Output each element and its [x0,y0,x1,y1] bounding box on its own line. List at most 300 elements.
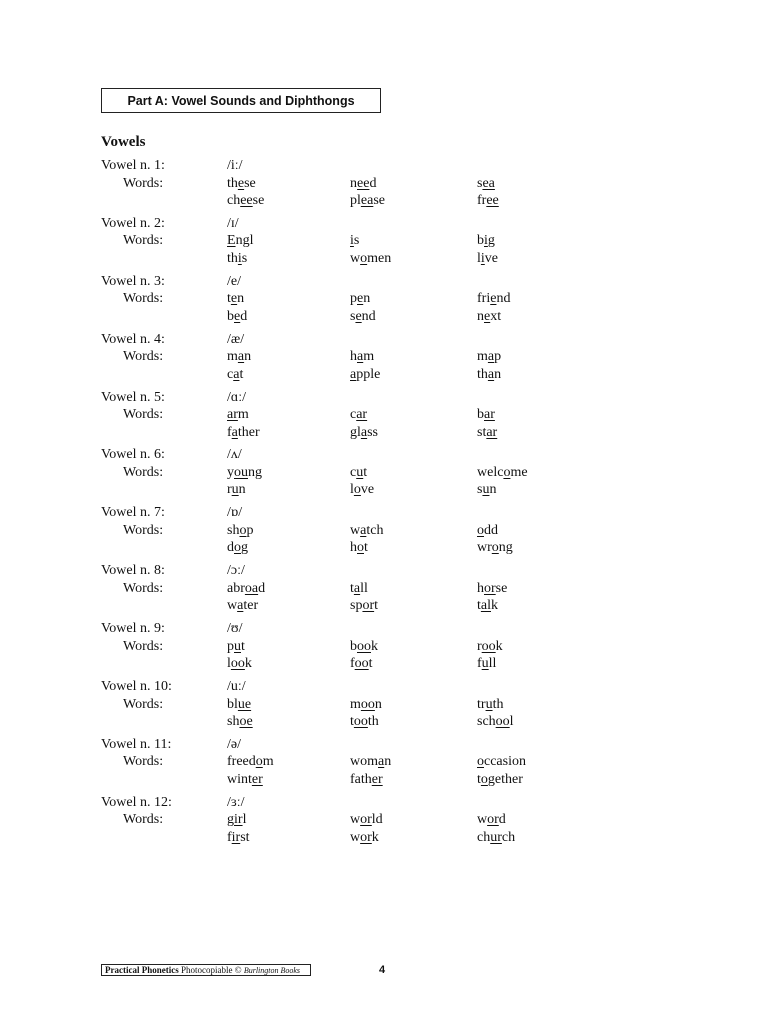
word-suffix: d [498,812,506,828]
example-word [227,713,253,731]
example-word [477,638,503,656]
word-vowel-underlined: a [487,349,495,365]
example-word [477,250,498,268]
example-word [477,175,495,193]
word-vowel-underlined: a [350,366,357,382]
example-word [227,696,251,714]
word-vowel-underlined: o [477,754,484,770]
example-word [227,464,262,482]
example-word [477,771,523,789]
vowel-label: Vowel n. 9: [101,621,165,637]
word-vowel-underlined: e [484,308,491,324]
word-vowel-underlined: al [480,598,491,614]
example-word [227,290,244,308]
word-suffix: ng [498,540,513,556]
example-word [477,580,507,598]
vowel-symbol: /ʌ/ [227,447,242,463]
vowel-entry [101,273,661,331]
example-word [477,464,528,482]
example-word [477,522,498,540]
words-label: Words: [123,233,164,249]
word-suffix: ll [360,580,368,596]
example-word [477,366,501,384]
word-suffix: ss [367,424,379,440]
word-suffix: p [494,349,502,365]
word-prefix: b [477,233,484,249]
example-word [227,192,264,210]
word-suffix: t [241,638,245,654]
words-label: Words: [123,407,164,423]
word-suffix: m [363,349,375,365]
word-suffix: ther [237,424,260,440]
word-vowel-underlined: u [356,464,364,480]
word-vowel-underlined: ee [240,193,253,208]
word-vowel-underlined: e [355,308,362,324]
word-suffix: th [492,696,504,712]
vowel-entry [101,678,661,736]
word-prefix: w [477,812,488,828]
word-vowel-underlined: o [357,540,364,556]
example-word [477,753,526,771]
word-vowel-underlined: e [230,291,238,307]
word-vowel-underlined: ea [482,175,495,191]
word-vowel-underlined: o [239,522,247,538]
vowel-symbol: /ə/ [227,736,241,752]
vowel-label: Vowel n. 10: [101,679,172,695]
word-prefix: wr [477,540,492,556]
word-prefix: welc [477,464,504,480]
vowel-symbol: /e/ [227,273,241,289]
word-vowel-underlined: ee [486,193,499,208]
example-word [477,696,503,714]
word-vowel-underlined: a [353,580,361,596]
example-word [227,753,274,771]
example-word [477,539,513,557]
word-suffix: n [494,366,502,382]
word-prefix: s [350,308,356,324]
word-prefix: th [477,366,488,382]
word-vowel-underlined: oo [230,656,245,672]
vowel-symbol: /ɑː/ [227,389,246,405]
word-vowel-underlined: u [482,482,490,498]
words-label: Words: [123,812,164,828]
word-prefix: b [227,308,234,324]
example-word [350,366,380,384]
vowel-symbol: /ɒ/ [227,505,243,521]
vowel-label: Vowel n. 4: [101,331,165,347]
word-vowel-underlined: e [357,291,364,307]
word-prefix: l [227,656,231,672]
vowel-label: Vowel n. 8: [101,563,165,579]
example-word [350,771,383,789]
word-vowel-underlined: or [360,829,372,845]
example-word [477,481,496,499]
word-prefix: t [477,598,481,614]
example-word [350,175,376,193]
vowel-entry [101,215,661,273]
word-prefix: p [350,291,357,307]
example-word [227,481,246,499]
word-suffix: n [489,482,497,498]
example-word [350,481,374,499]
word-suffix: nd [496,291,511,307]
vowel-entry [101,620,661,678]
word-prefix: sp [350,598,363,614]
word-suffix: ve [484,250,498,266]
example-word [477,597,498,615]
word-vowel-underlined: ue [237,696,252,712]
word-vowel-underlined: or [484,580,496,596]
word-prefix: wom [350,754,378,770]
word-prefix: h [350,349,357,365]
example-word [227,348,251,366]
word-suffix: t [239,366,244,382]
word-vowel-underlined: i [484,233,488,249]
example-word [227,811,246,829]
word-suffix: se [252,193,265,208]
word-prefix: sh [227,522,240,538]
word-vowel-underlined: er [251,771,263,787]
vowel-label: Vowel n. 2: [101,215,165,231]
word-vowel-underlined: ee [357,175,370,191]
word-vowel-underlined: oa [244,580,259,596]
words-label: Words: [123,754,164,770]
word-prefix: f [350,656,355,672]
word-suffix: n [238,482,246,498]
word-vowel-underlined: u [485,696,493,712]
word-vowel-underlined: oo [360,696,375,712]
word-prefix: h [477,580,484,596]
example-word [477,232,495,250]
word-vowel-underlined: e [237,175,245,191]
example-word [227,580,265,598]
word-prefix: h [350,540,357,556]
word-prefix: tr [477,696,486,712]
example-word [227,250,247,268]
word-prefix: r [227,482,232,498]
word-vowel-underlined: a [487,366,495,382]
word-vowel-underlined: E [227,233,236,249]
footer-brand: Practical Phonetics [105,965,179,975]
word-vowel-underlined: ou [234,464,248,480]
word-vowel-underlined: u [231,482,239,498]
example-word [227,522,253,540]
example-word [477,424,497,442]
word-suffix: k [244,656,252,672]
word-vowel-underlined: oo [357,638,371,654]
vowel-label: Vowel n. 3: [101,273,165,289]
word-suffix: ng [248,464,262,480]
word-vowel-underlined: ir [231,829,241,845]
word-vowel-underlined: or [360,812,372,828]
vowel-symbol: /iː/ [227,158,243,173]
word-vowel-underlined: ar [356,407,368,423]
example-word [227,655,252,673]
word-suffix: m [262,754,274,770]
word-vowel-underlined: or [487,812,499,828]
word-prefix: b [350,638,357,654]
example-word [227,539,248,557]
word-suffix: d [240,308,248,324]
word-prefix: n [350,175,357,191]
word-prefix: s [477,175,483,191]
word-vowel-underlined: oo [481,638,496,654]
example-word [350,580,368,598]
word-prefix: sh [227,714,240,730]
word-suffix: d [258,580,266,596]
word-prefix: w [227,598,238,614]
word-prefix: s [477,482,483,498]
word-suffix: xt [490,308,502,324]
word-suffix: ld [371,812,383,828]
word-suffix: men [367,250,392,266]
example-word [350,655,373,673]
word-prefix: r [477,638,482,654]
word-vowel-underlined: i [350,233,354,249]
word-vowel-underlined: a [360,424,368,440]
word-suffix: se [244,175,256,191]
word-suffix: t [368,656,373,672]
word-suffix: n [244,349,252,365]
words-label: Words: [123,522,164,538]
page-title-text: Part A: Vowel Sounds and Diphthongs [127,93,355,108]
word-vowel-underlined: o [503,464,511,480]
example-word [350,597,378,615]
words-label: Words: [123,175,164,191]
word-suffix: d [369,175,377,191]
word-prefix: th [227,250,238,266]
vowel-entry [101,736,661,794]
word-suffix: ter [243,598,259,614]
word-suffix: tch [366,522,384,538]
word-prefix: fath [350,771,372,787]
word-prefix: gl [350,424,361,440]
word-prefix: t [350,714,354,730]
word-vowel-underlined: u [234,638,241,654]
word-suffix: nd [361,308,376,324]
vowel-symbol: /uː/ [227,679,246,695]
word-prefix: sch [477,714,496,730]
example-word [350,290,370,308]
word-prefix: t [227,291,231,307]
word-prefix: l [350,482,354,498]
word-vowel-underlined: o [480,771,488,787]
word-suffix: me [510,464,528,480]
word-vowel-underlined: e [490,291,497,307]
example-word [350,696,382,714]
example-word [350,753,391,771]
word-suffix: m [237,407,249,423]
word-vowel-underlined: o [477,522,484,538]
vowel-list [101,157,661,852]
word-vowel-underlined: a [237,598,244,614]
word-prefix: f [227,829,232,845]
example-word [350,192,385,210]
vowel-entry [101,562,661,620]
example-word [350,829,379,847]
word-prefix: fri [477,291,491,307]
word-vowel-underlined: ar [486,424,498,440]
page-number: 4 [379,964,386,976]
example-word [350,713,379,731]
word-vowel-underlined: oo [353,714,368,730]
word-prefix: fr [477,193,487,208]
word-vowel-underlined: ar [484,407,495,423]
word-vowel-underlined: a [237,349,245,365]
word-prefix: ch [477,829,491,845]
example-word [227,638,245,656]
example-word [227,232,253,250]
word-prefix: w [350,812,361,828]
vowel-entry [101,389,661,447]
word-prefix: m [477,349,488,365]
word-vowel-underlined: a [360,522,367,538]
example-word [350,424,378,442]
word-prefix: t [350,580,354,596]
footer-publisher: Burlington Books [243,966,301,975]
example-word [477,308,501,326]
vowel-symbol: /ɔː/ [227,563,245,579]
word-vowel-underlined: o [234,540,241,556]
word-prefix: l [477,250,481,266]
words-label: Words: [123,349,164,365]
words-label: Words: [123,696,164,712]
word-vowel-underlined: a [378,754,385,770]
example-word [477,348,501,366]
word-vowel-underlined: oe [239,714,253,730]
word-suffix: n [363,291,371,307]
word-prefix: w [350,829,361,845]
vowel-entry [101,794,661,852]
word-suffix: s [353,233,360,249]
word-vowel-underlined: o [360,250,368,266]
word-prefix: n [477,308,484,324]
example-word [227,771,263,789]
word-suffix: ll [488,656,497,672]
word-prefix: ch [227,193,241,208]
word-suffix: gether [487,771,523,787]
example-word [350,539,368,557]
word-prefix: c [350,464,357,480]
word-prefix: f [477,656,482,672]
word-suffix: ve [360,482,375,498]
footer-copyright [101,964,311,976]
example-word [350,308,376,326]
word-prefix: th [227,175,238,191]
example-word [227,366,243,384]
vowel-symbol: /æ/ [227,331,245,347]
words-label: Words: [123,580,164,596]
word-vowel-underlined: ir [234,812,243,828]
word-suffix: s [241,250,248,266]
word-vowel-underlined: ea [360,193,374,208]
word-prefix: m [227,349,238,365]
word-suffix: t [374,598,379,614]
vowel-entry [101,446,661,504]
words-label: Words: [123,638,164,654]
example-word [350,811,383,829]
example-word [477,406,495,424]
vowel-symbol: /ɜː/ [227,794,245,810]
word-prefix: wint [227,771,252,787]
word-prefix: abr [227,580,245,596]
word-vowel-underlined: i [480,250,485,266]
vowel-label: Vowel n. 11: [101,736,172,752]
word-suffix: k [491,598,498,614]
word-prefix: m [350,696,361,712]
word-prefix: y [227,464,234,480]
word-vowel-underlined: o [491,540,499,556]
vowel-label: Vowel n. 5: [101,389,165,405]
example-word [227,406,249,424]
word-vowel-underlined: o [353,482,361,498]
example-word [477,713,514,731]
word-vowel-underlined: ur [490,829,502,845]
word-prefix: d [227,540,234,556]
word-prefix: w [350,522,361,538]
word-suffix: ch [501,829,516,845]
example-word [350,406,367,424]
word-prefix: g [227,812,234,828]
words-label: Words: [123,464,164,480]
word-prefix: b [477,407,484,423]
vowel-label: Vowel n. 6: [101,447,165,463]
word-suffix: p [246,522,254,538]
word-vowel-underlined: ar [227,407,238,423]
vowel-label: Vowel n. 1: [101,158,165,173]
vowel-entry [101,331,661,389]
words-label: Words: [123,291,164,307]
word-prefix: st [477,424,487,440]
word-vowel-underlined: a [233,366,240,382]
word-vowel-underlined: a [357,349,364,365]
example-word [227,175,256,193]
word-suffix: l [242,812,247,828]
word-vowel-underlined: i [237,250,242,266]
example-word [350,250,391,268]
word-prefix: p [227,638,234,654]
example-word [477,192,499,210]
word-prefix: bl [227,696,238,712]
word-suffix: pple [356,366,381,382]
section-heading: Vowels [101,134,146,150]
word-suffix: g [241,540,248,556]
footer-text: Photocopiable © [180,965,242,975]
word-vowel-underlined: e [234,308,241,324]
example-word [227,829,250,847]
word-vowel-underlined: a [231,424,238,440]
word-suffix: st [240,829,250,845]
example-word [350,638,378,656]
vowel-entry [101,157,661,215]
word-vowel-underlined: oo [354,656,369,672]
word-prefix: freed [227,754,256,770]
word-suffix: g [487,233,495,249]
word-prefix: c [227,366,234,382]
word-suffix: k [371,829,379,845]
word-prefix: c [350,407,357,423]
word-suffix: n [384,754,392,770]
example-word [350,232,359,250]
example-word [477,655,496,673]
word-vowel-underlined: oo [495,714,510,730]
word-suffix: n [374,696,382,712]
word-suffix: t [363,464,368,480]
word-suffix: se [495,580,508,596]
example-word [477,811,506,829]
example-word [227,424,260,442]
word-suffix: ccasion [484,754,526,770]
